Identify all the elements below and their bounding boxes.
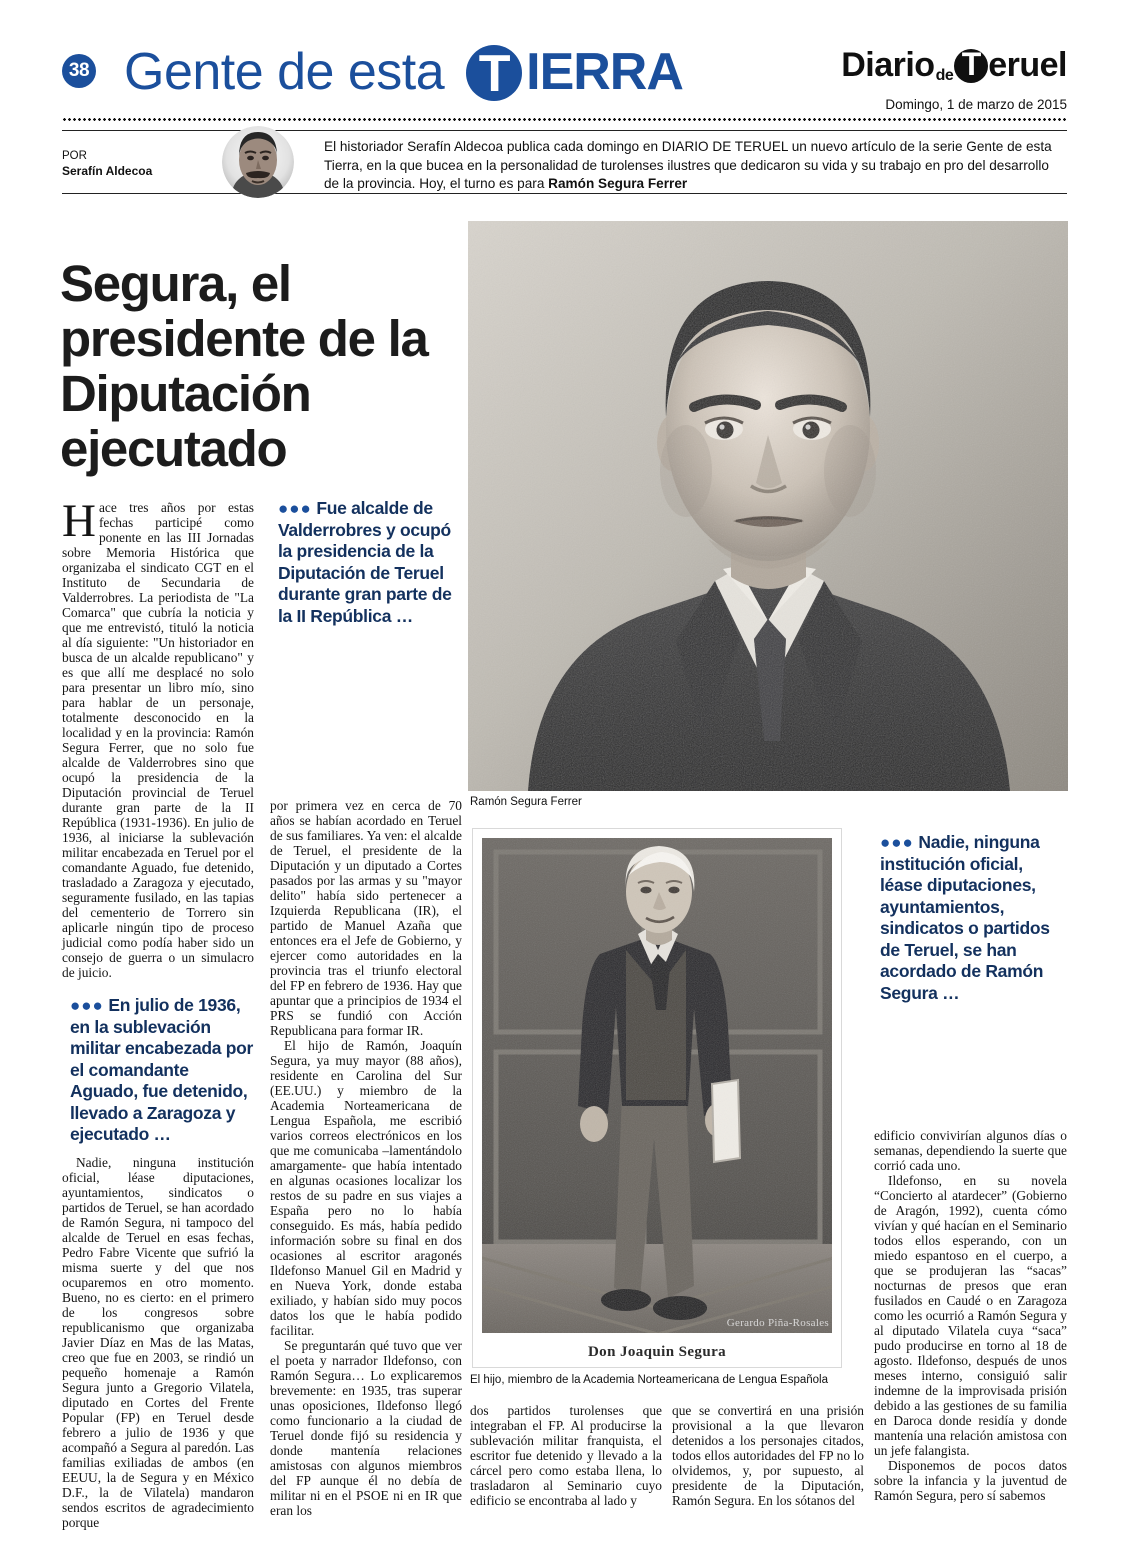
body-paragraph: por primera vez en cerca de 70 años se habían acordado en Teruel de sus familiares. Ya ven: el alcalde de Teruel, el presidente de la Diputación y un diputado a Cortes pasados por las armas y su "mayor delito" había sido pertenecer a Izquierda Republicana (IR), el partido de Manuel Azaña que entonces era el Jefe de Gobierno, y ejercer como autoridades en la provincia tras el triunfo electoral del FP en febrero de 1936. Hay que apuntar que a principios de 1934 el PRS se fundió con Acción Republicana para formar IR. xyxy=(270,798,462,1038)
body-column-2 xyxy=(270,798,462,1518)
brand-t-blob-icon xyxy=(954,46,988,83)
dotted-divider xyxy=(62,116,1067,121)
second-photo-caption: El hijo, miembro de la Academia Norteamericana de Lengua Española xyxy=(470,1374,828,1386)
byline-block xyxy=(62,149,152,179)
author-portrait-avatar xyxy=(222,126,294,198)
body-paragraph: Disponemos de pocos datos sobre la infancia y la juventud de Ramón Segura, pero sí sabemos xyxy=(874,1458,1067,1503)
body-paragraph: Ildefonso, en su novela “Concierto al atardecer” (Gobierno de Aragón, 1992), cuenta cómo vivían y qué hacían en el Seminario todos ellos esperando, con un miedo espantoso en el cuerpo, a que se produjeran las “sacas” nocturnas de presos que eran fusilados en Caudé o en Zaragoza como les ocurrió a Ramón Segura y al diputado Vilatela cuya “saca” pudo producirse en torno al 18 de agosto. Ildefonso, después de unos meses interno, consiguió salir indemne de la improvisada prisión debido a las gestiones de su familia en Daroca donde residía y donde mantenía una relación amistosa con un jefe falangista. xyxy=(874,1173,1067,1458)
body-column-1a xyxy=(62,495,254,980)
second-photo-frame xyxy=(472,828,842,1368)
main-portrait-svg xyxy=(468,221,1068,791)
intro-body: El historiador Serafín Aldecoa publica cada domingo en DIARIO DE TERUEL un nuevo artículo de la serie Gente de esta Tierra, en la que bucea en la personalidad de turolenses ilustres que dedicaron su vida y su trabajo en pro del desarrollo de la provincia. Hoy, el turno es para xyxy=(324,139,1052,191)
second-photo-image xyxy=(482,838,832,1333)
second-photo-credit: Gerardo Piña-Rosales xyxy=(726,1317,829,1329)
pullquote-3 xyxy=(880,832,1066,1004)
newspaper-brand xyxy=(727,46,1067,112)
author-portrait-svg xyxy=(222,126,294,198)
pullquote-2 xyxy=(70,995,258,1146)
pullquote-1-text: Fue alcalde de Valderrobres y ocupó la presidencia de la Diputación de Teruel durante gran parte de la II República … xyxy=(278,498,452,626)
body-paragraph: Se preguntarán qué tuvo que ver el poeta y narrador Ildefonso, con Ramón Segura… Lo explicaremos brevemente: en 1935, tras superar unas oposiciones, Ildefonso llegó como funcionario a la ciudad de Teruel donde fijó su residencia y donde mantenía relaciones amistosas con algunos miembros del FP aunque él no debía de militar ni en el PSOE ni en IR que eran los xyxy=(270,1338,462,1518)
masthead xyxy=(62,43,1067,112)
newspaper-name xyxy=(727,46,1067,91)
pullquote-3-dots: ●●● xyxy=(880,833,914,852)
body-paragraph: edificio convivirían algunos días o semanas, dependiendo la suerte que corrió cada uno. xyxy=(874,1128,1067,1173)
section-title-plain: Gente de esta xyxy=(124,43,459,101)
article-headline: Segura, el presidente de la Diputación ejecutado xyxy=(60,255,428,478)
body-paragraph: que se convertirá en una prisión provisional a la que llevaron detenidos a los personajes citados, todos ellos autoridades del FP no lo olvidemos, y, por supuesto, al presidente de la Diputación, Ramón Segura. En los sótanos del xyxy=(672,1403,864,1508)
byline-author-name: Serafín Aldecoa xyxy=(62,164,153,178)
body-column-4 xyxy=(672,1403,864,1508)
tierra-t-letter: T xyxy=(478,45,510,103)
pullquote-2-dots: ●●● xyxy=(70,996,104,1015)
byline-por-label: POR xyxy=(62,150,87,162)
body-paragraph: dos partidos turolenses que integraban el FP. Al producirse la sublevación militar franquista, el escritor fue detenido y llevado a la cárcel pero como estaba llena, lo trasladaron al Seminario cuyo edificio se encontraba al lado y xyxy=(470,1403,662,1508)
tierra-rest: IERRA xyxy=(526,43,683,101)
byline-strip xyxy=(62,130,1067,194)
body-paragraph: Hace tres años por estas fechas participé como ponente en las III Jornadas sobre Memoria Histórica que organizaba el sindicato CGT en el Instituto de Secundaria de Valderrobres. La periodista de "La Comarca" que cubría la noticia y que me entrevistó, tituló la noticia al día siguiente: "Un historiador en busca de un alcalde republicano" y es que allí me desplacé no solo para presentar un libro mío, sino para hablar de un personaje, totalmente desconocido en la localidad y en la provincia: Ramón Segura Ferrer, que no solo fue alcalde de Valderrobres sino que ocupó la presidencia de la Diputación provincial de Teruel durante gran parte de la II República (1931-1936). En julio de 1936, al iniciarse la sublevación militar encabezada en Teruel por el comandante Aguado, fue detenido, trasladado a Zaragoza y ejecutado, seguramente fusilado, en las tapias del cementerio de Torrero sin aplicarle ningún tipo de proceso judicial como podía haber sido un consejo de guerra o un simulacro de juicio. xyxy=(62,495,254,980)
body-column-3 xyxy=(470,1403,662,1508)
body-column-1b xyxy=(62,1155,254,1530)
main-portrait-photo xyxy=(468,221,1068,791)
body-column-5 xyxy=(874,1128,1067,1503)
pullquote-2-text: En julio de 1936, en la sublevación militar encabezada por el comandante Aguado, fue detenido, llevado a Zaragoza y ejecutado … xyxy=(70,995,254,1144)
second-photo-label: Don Joaquin Segura xyxy=(587,1344,727,1360)
pullquote-1-dots: ●●● xyxy=(278,499,312,518)
second-photo-svg xyxy=(482,838,832,1333)
main-photo-caption: Ramón Segura Ferrer xyxy=(470,796,582,808)
pullquote-1 xyxy=(278,498,458,627)
brand-t-letter: T xyxy=(961,46,981,82)
body-paragraph: Nadie, ninguna institución oficial, léase diputaciones, ayuntamientos, sindicatos o partidos de Teruel, se han acordado de Ramón Segura, ni tampoco del alcalde de Teruel en esas fechas, Pedro Fabre Vicente que sufrió la misma suerte y del que nos ocuparemos en otro momento. Bueno, no es cierto: en el primero de los congresos sobre republicanismo que organizaba Javier Díaz en Mas de las Matas, creo que fue en 2003, se rindió un pequeño homenaje a Ramón Segura junto a Gregorio Vilatela, diputado en Cortes del Frente Popular (FP) en Teruel desde febrero a julio de 1936 y que acompañó a Segura al paredón. Las familias exiliadas de ambos (en EEUU, la de Segura y en México D.F., la de Vilatela) mandaron sendos escritos de agradecimiento porque xyxy=(62,1155,254,1530)
pullquote-3-text: Nadie, ninguna institución oficial, léase diputaciones, ayuntamientos, sindicatos o partidos de Teruel, se han acordado de Ramón Segura … xyxy=(880,832,1050,1003)
brand-eruel: eruel xyxy=(988,46,1067,84)
body-paragraph: El hijo de Ramón, Joaquín Segura, ya muy mayor (88 años), residente en Carolina del Sur (EE.UU.) y miembro de la Academia Norteamericana de Lengua Española, me escribió varios correos electrónicos en los que me comunicaba –lamentándolo amargamente- que había intentado en algunas ocasiones localizar los restos de su padre en sus viajes a España pero no lo había conseguido. Es más, había pedido información sobre su final en dos ocasiones al escritor aragonés Ildefonso Manuel Gil en Madrid y en Nueva York, donde estaba exiliado, y habían sido muy pocos datos los que le había podido facilitar. xyxy=(270,1038,462,1338)
publication-date: Domingo, 1 de marzo de 2015 xyxy=(885,97,1067,112)
brand-diario: Diario xyxy=(841,46,935,84)
page-number-badge: 38 xyxy=(62,54,96,88)
section-intro-text xyxy=(324,138,1054,194)
brand-de: de xyxy=(935,67,954,84)
section-title-brand xyxy=(466,42,683,102)
intro-subject-name: Ramón Segura Ferrer xyxy=(548,176,688,191)
section-title xyxy=(124,42,683,102)
